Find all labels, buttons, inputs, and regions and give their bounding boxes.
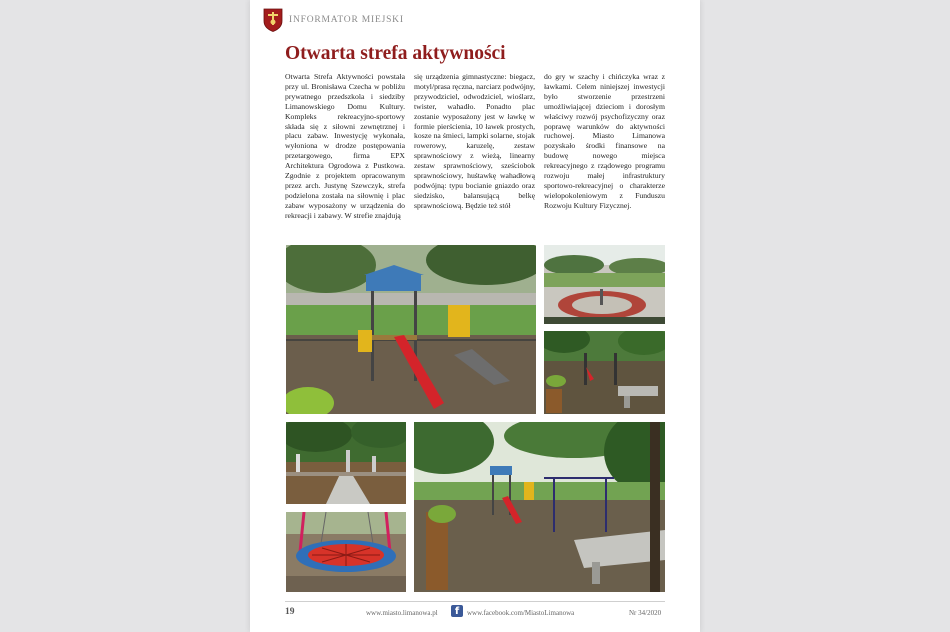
issue-number: Nr 34/2020 xyxy=(629,609,662,617)
article-title: Otwarta strefa aktywności xyxy=(285,43,506,64)
limanowa-coat-of-arms-icon xyxy=(263,8,283,32)
benches-and-table-photo xyxy=(544,331,665,414)
article-column-3: do gry w szachy i chińczyka wraz z ławkami. Celem niniejszej inwestycji było stworzenie przestrzeni umożliwiającej dzieciom i dorosłym właściwy rozwój psychofizyczny oraz poprawę warunków do aktywności ruchowej. Miasto Limanowa pozyskało środki finansowe na budowę nowego miejsca rekreacyjnego z rządowego programu rozwoju małej infrastruktury sportowo-rekreacyjnej o charakterze wielopokoleniowym z Funduszu Rozwoju Kultury Fizycznej. xyxy=(544,72,665,210)
footer-facebook-link[interactable]: www.facebook.com/MiastoLimanowa xyxy=(467,609,575,617)
playground-overview-photo xyxy=(414,422,665,592)
header-title: INFORMATOR MIEJSKI xyxy=(289,15,404,25)
facebook-icon: f xyxy=(451,605,463,617)
playground-slide-tower-photo xyxy=(286,245,536,414)
article-column-2: się urządzenia gimnastyczne: biegacz, motyl/prasa ręczna, narciarz podwójny, przywodziciel, odwodziciel, wioślarz, twister, wahadło. Ponadto plac zostanie wyposażony jest w ławkę w formie pierścienia, 10 ławek prostych, kosze na śmieci, lampki solarne, stojak rowerowy, karuzelę, zestaw sprawnościowy z wieżą, linearny zestaw sprawnościowy, sześciobok sprawnościowy, huśtawkę wahadłową podwójną: typu bocianie gniazdo oraz siedzisko, balansującą belkę sprawnościową. Będzie też stół xyxy=(414,72,535,210)
page-number: 19 xyxy=(285,607,295,617)
nest-swing-photo xyxy=(286,512,406,592)
outdoor-gym-path-photo xyxy=(286,422,406,504)
footer-divider xyxy=(285,601,665,602)
carousel-photo xyxy=(544,245,665,324)
page-header xyxy=(263,7,404,33)
article-column-1: Otwarta Strefa Aktywności powstała przy ul. Bronisława Czecha w pobliżu prywatnego przedszkola i siedziby Limanowskiego Domu Kultury. Kompleks rekreacyjno-sportowy składa się z siłowni zewnętrznej i placu zabaw. Inwestycję wykonała, wyłoniona w drodze postępowania przetargowego, firma EPX Architektura Ogrodowa z Pustkowa. Zgodnie z projektem opracowanym przez arch. Justynę Szewczyk, strefa podzielona została na siłownię i plac zabaw wyposażony w urządzenia do rekreacji i zabawy. W strefie znajdują xyxy=(285,72,405,220)
footer-website-link[interactable]: www.miasto.limanowa.pl xyxy=(366,609,438,617)
